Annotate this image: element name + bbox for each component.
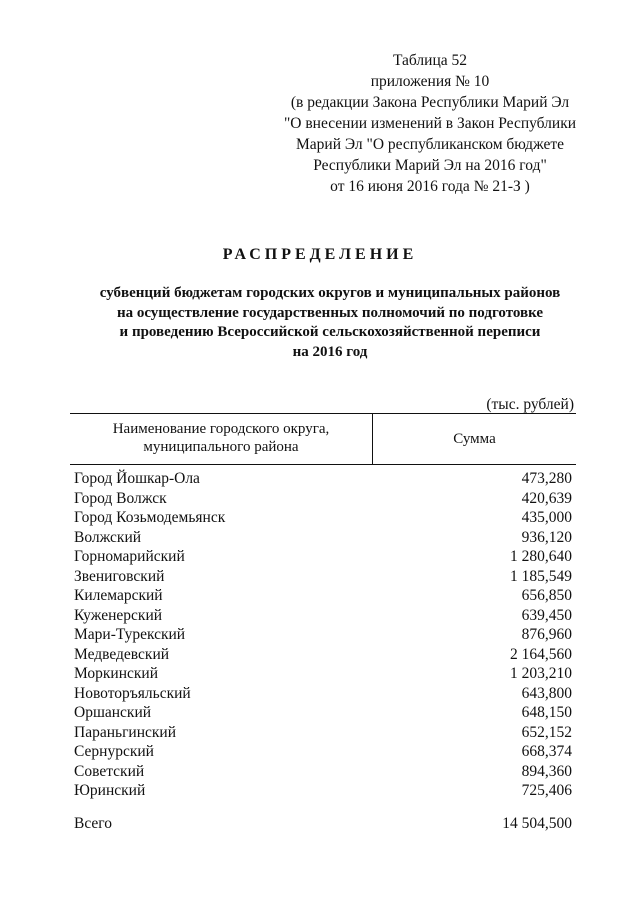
table-row [74,586,572,606]
row-sum: 2 164,560 [510,645,572,663]
total-sum: 14 504,500 [502,815,572,832]
header-line: "О внесении изменений в Закон Республики [283,115,577,132]
row-name: Моркинский [74,665,159,682]
row-name: Куженерский [74,606,163,624]
header-line: приложения № 10 [370,73,490,90]
table-row [74,781,572,801]
row-sum: 668,374 [521,743,572,760]
row-sum: 639,450 [521,606,572,624]
row-sum: 936,120 [521,528,572,546]
row-name: Параньгинский [74,723,177,741]
table-row [74,703,572,723]
row-name: Город Йошкар-Ола [74,470,200,487]
row-name: Килемарский [74,587,163,604]
header-line: Таблица 52 [392,52,468,69]
column-header-name-line: муниципального района [143,439,299,455]
row-sum: 648,150 [521,704,572,721]
table-row [74,625,572,645]
row-name: Город Волжск [74,489,167,507]
row-sum: 1 185,549 [510,567,572,585]
document-title: РАСПРЕДЕЛЕНИЕ [222,246,418,263]
table-header [70,413,576,465]
row-sum: 656,850 [521,587,572,604]
table-row [74,489,572,509]
total-label: Всего [74,815,113,832]
table-row [74,508,572,528]
table-row [74,664,572,684]
row-name: Сернурский [74,743,154,760]
table-row [74,606,572,626]
row-name: Юринский [74,782,146,799]
row-sum: 876,960 [521,626,572,643]
row-name: Горномарийский [74,548,185,565]
table-row [74,723,572,743]
row-sum: 643,800 [521,684,572,702]
table-body [74,469,572,801]
subtitle-line: на осуществление государственных полномочий по подготовке [116,304,544,321]
header-line: Республики Марий Эл на 2016 год" [313,157,547,174]
table-row [74,567,572,587]
column-header-name-line: Наименование городского округа, [112,421,330,437]
row-name: Волжский [74,528,142,546]
row-name: Новоторъяльский [74,684,191,702]
row-sum: 473,280 [521,470,572,487]
table-row [74,645,572,665]
appendix-header [270,50,590,197]
column-header-name [70,414,373,464]
row-sum: 1 280,640 [510,548,572,565]
column-header-sum: Сумма [453,431,496,447]
row-name: Мари-Турекский [74,626,186,643]
row-sum: 435,000 [521,509,572,526]
row-name: Оршанский [74,704,152,721]
row-name: Звениговский [74,567,165,585]
document-subtitle [60,284,600,362]
row-sum: 725,406 [521,782,572,799]
table-row [74,469,572,489]
table-row [74,684,572,704]
table-row [74,547,572,567]
table-row [74,762,572,782]
header-line: от 16 июня 2016 года № 21-З ) [330,178,530,195]
table-row [74,528,572,548]
row-name: Медведевский [74,645,170,663]
subtitle-line: и проведению Всероссийской сельскохозяйственной переписи [119,324,541,340]
header-line: Марий Эл "О республиканском бюджете [295,136,564,153]
table-row [74,742,572,762]
row-sum: 1 203,210 [510,665,572,682]
total-row [74,815,572,833]
row-name: Город Козьмодемьянск [74,509,226,526]
row-name: Советский [74,762,145,780]
header-line: (в редакции Закона Республики Марий Эл [290,94,570,111]
row-sum: 894,360 [521,762,572,780]
row-sum: 652,152 [521,723,572,741]
units-label: (тыс. рублей) [486,396,574,413]
subtitle-line: субвенций бюджетам городских округов и муниципальных районов [99,285,561,301]
subtitle-line: на 2016 год [292,343,368,360]
row-sum: 420,639 [521,489,572,507]
